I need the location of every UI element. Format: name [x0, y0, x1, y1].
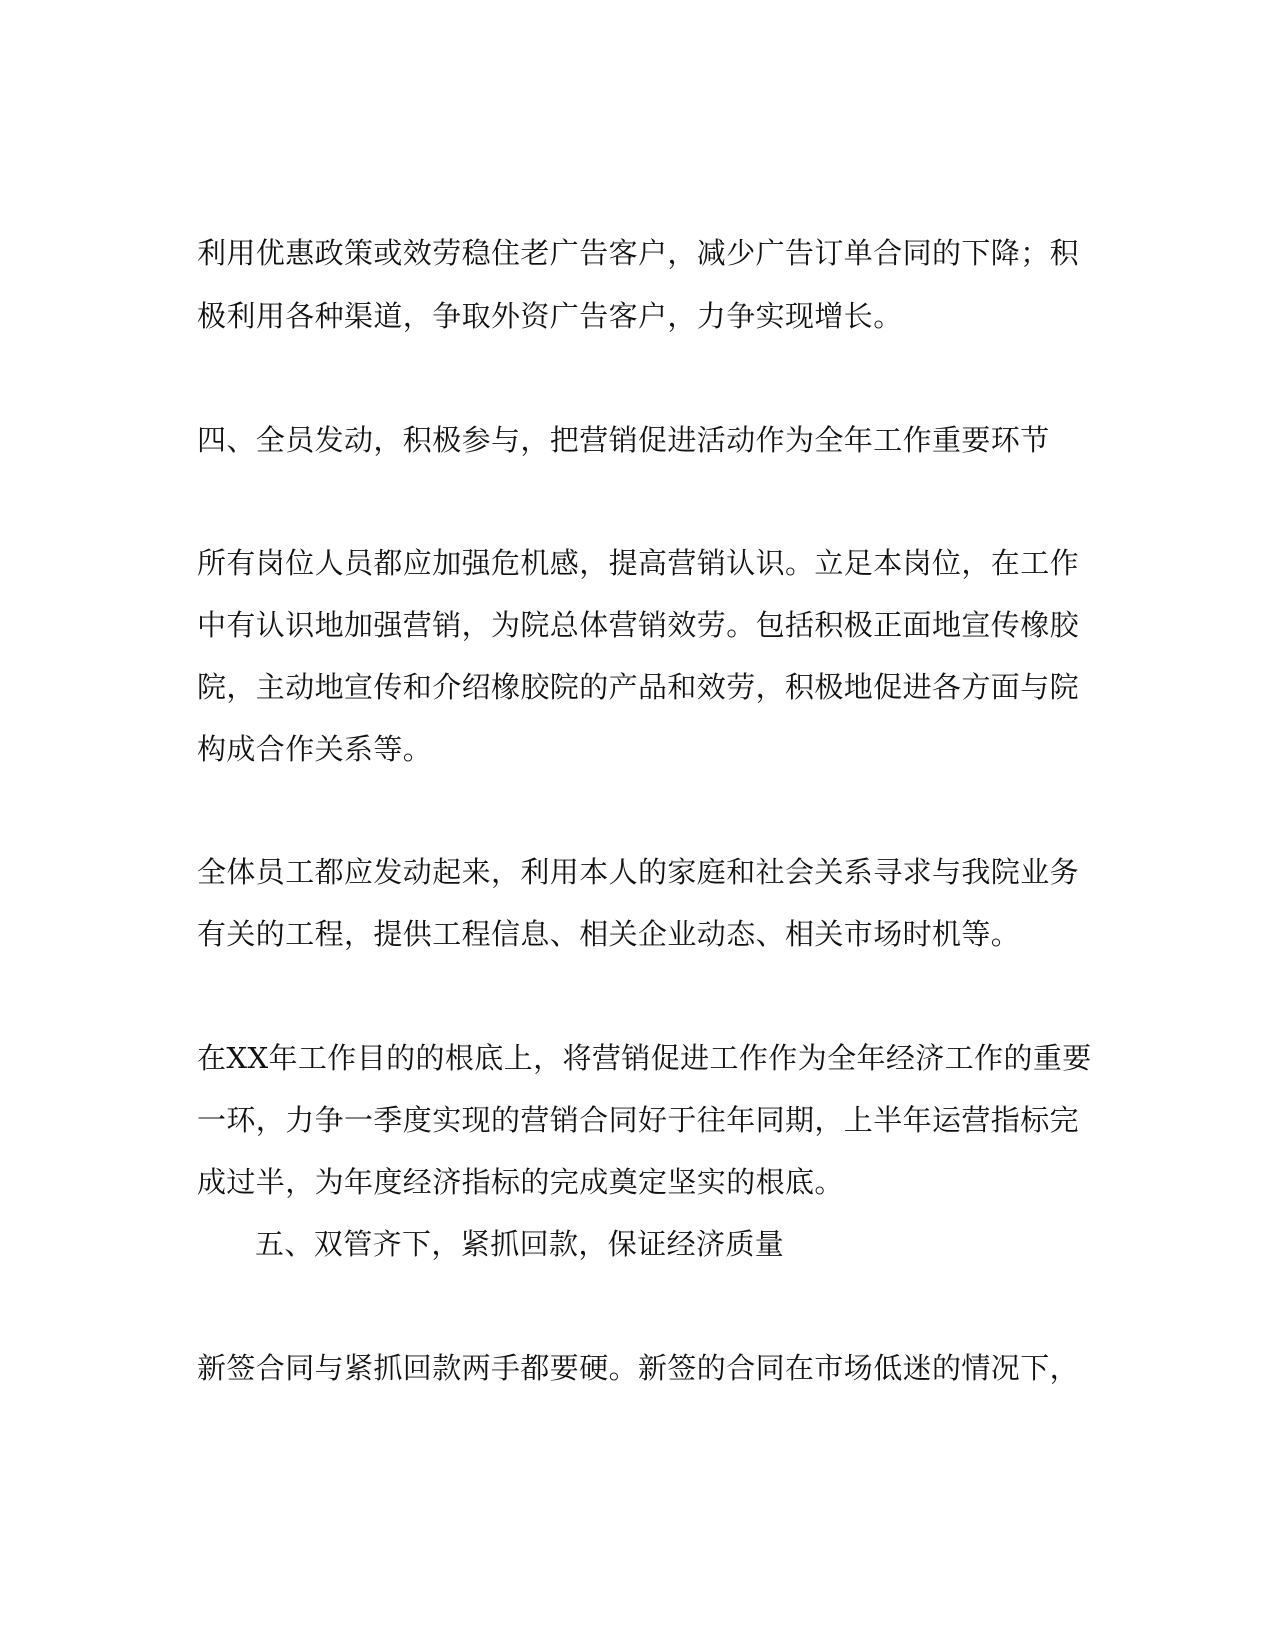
paragraph-line: 院，主动地宣传和介绍橡胶院的产品和效劳，积极地促进各方面与院: [197, 670, 1080, 704]
paragraph-line: 有关的工程，提供工程信息、相关企业动态、相关市场时机等。: [197, 917, 1021, 951]
paragraph-line: 所有岗位人员都应加强危机感，提高营销认识。立足本岗位，在工作: [197, 546, 1080, 580]
section-heading: 四、全员发动，积极参与，把营销促进活动作为全年工作重要环节: [197, 423, 1050, 457]
paragraph-line: 在XX年工作目的的根底上，将营销促进工作作为全年经济工作的重要: [197, 1041, 1092, 1075]
paragraph-line: 新签合同与紧抓回款两手都要硬。新签的合同在市场低迷的情况下，: [197, 1351, 1080, 1385]
paragraph-line: 一环，力争一季度实现的营销合同好于往年同期，上半年运营指标完: [197, 1103, 1080, 1137]
paragraph-line: 全体员工都应发动起来，利用本人的家庭和社会关系寻求与我院业务: [197, 855, 1080, 889]
paragraph-line: 中有认识地加强营销，为院总体营销效劳。包括积极正面地宣传橡胶: [197, 608, 1080, 642]
paragraph-line: 利用优惠政策或效劳稳住老广告客户，减少广告订单合同的下降；积: [197, 236, 1080, 270]
paragraph-line: 成过半，为年度经济指标的完成奠定坚实的根底。: [197, 1165, 844, 1199]
paragraph-line: 极利用各种渠道，争取外资广告客户，力争实现增长。: [197, 299, 903, 333]
paragraph-line: 构成合作关系等。: [197, 732, 433, 766]
section-heading: 五、双管齐下，紧抓回款，保证经济质量: [255, 1227, 785, 1261]
